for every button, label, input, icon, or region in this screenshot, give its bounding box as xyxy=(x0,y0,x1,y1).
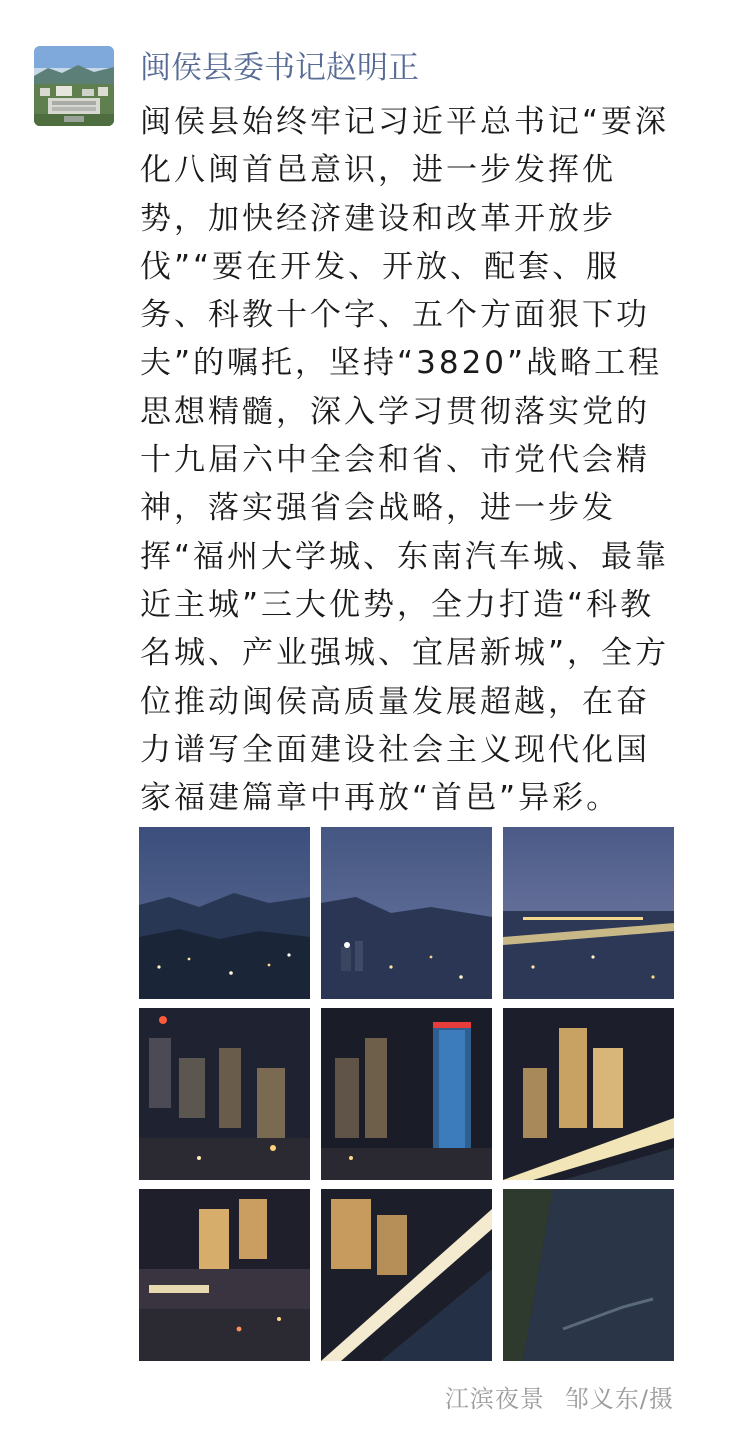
photo-tile-1[interactable] xyxy=(139,827,310,999)
photo-tile-7[interactable] xyxy=(139,1189,310,1361)
photo-tile-9[interactable] xyxy=(503,1189,674,1361)
photo-tile-2[interactable] xyxy=(321,827,492,999)
photo-tile-5[interactable] xyxy=(321,1008,492,1180)
photo-caption xyxy=(445,1383,674,1415)
caption-title: 江滨夜景 xyxy=(444,1385,545,1413)
photo-tile-4[interactable] xyxy=(139,1008,310,1180)
caption-credit: 邹义东/摄 xyxy=(564,1385,674,1413)
avatar[interactable] xyxy=(34,46,114,126)
photo-grid xyxy=(139,827,675,1361)
photo-tile-3[interactable] xyxy=(503,827,674,999)
photo-tile-8[interactable] xyxy=(321,1189,492,1361)
avatar-city-photo xyxy=(34,46,114,126)
author-name[interactable]: 闽侯县委书记赵明正 xyxy=(140,50,419,86)
post-body-text: 闽侯县始终牢记习近平总书记“要深化八闽首邑意识，进一步发挥优势，加快经济建设和改革开放步伐”“要在开发、开放、配套、服务、科教十个字、五个方面狠下功夫”的嘱托，坚持“3820”战略工程思想精髓，深入学习贯彻落实党的十九届六中全会和省、市党代会精神，落实强省会战略，进一步发挥“福州大学城、东南汽车城、最靠近主城”三大优势，全力打造“科教名城、产业强城、宜居新城”，全方位推动闽侯高质量发展超越，在奋力谱写全面建设社会主义现代化国家福建篇章中再放“首邑”异彩。 xyxy=(140,104,670,817)
photo-tile-6[interactable] xyxy=(503,1008,674,1180)
